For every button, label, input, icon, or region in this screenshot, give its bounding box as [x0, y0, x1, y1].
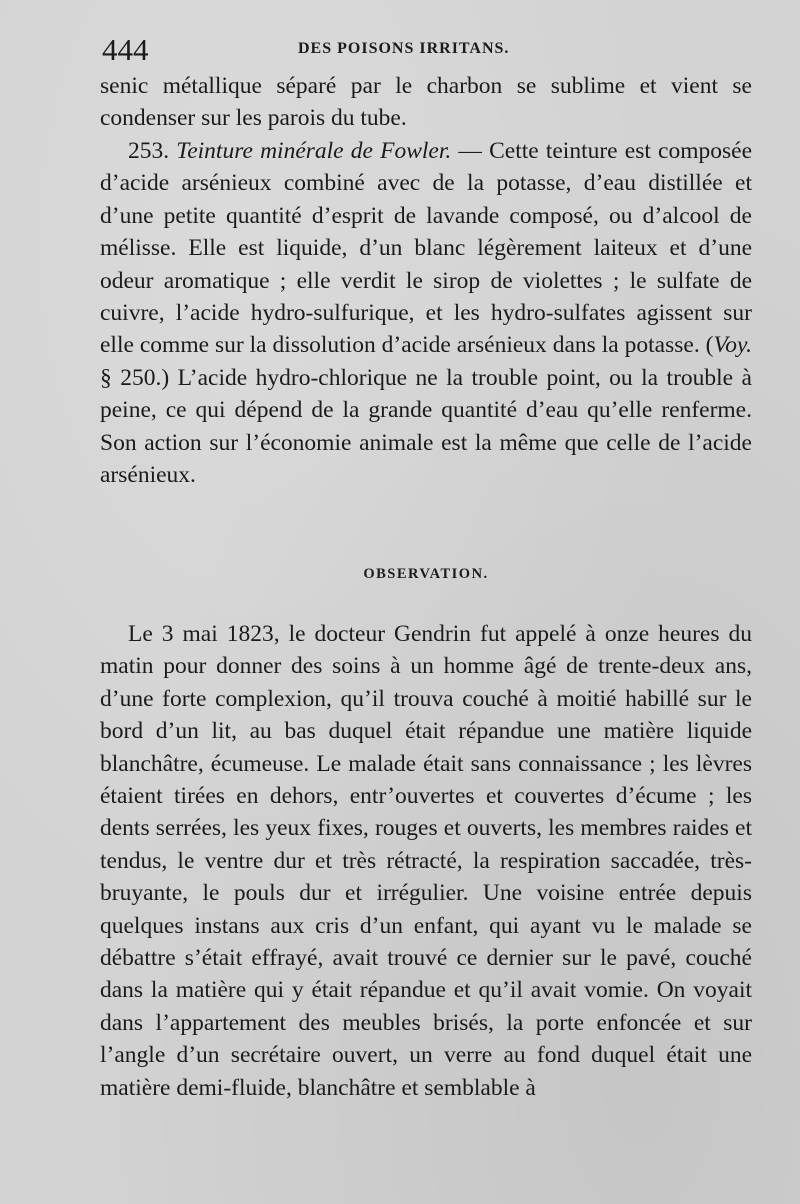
section-text-2: § 250.) L’acide hydro-chlorique ne la trouble point, ou la trouble à peine, ce qui dépend de la grande quantité d’eau qu’elle renferme. Son action sur l’économie animale est la même que celle de l’acide arsénieux.	[100, 364, 752, 489]
section-text-1: — Cette teinture est composée d’acide arsénieux combiné avec de la potasse, d’eau distillée et d’une petite quantité d’esprit de lavande composé, ou d’alcool de mélisse. Elle est liquide, d’un blanc légèrement laiteux et d’une odeur aromatique ; elle verdit le sirop de violettes ; le sulfate de cuivre, l’acide hydro-sulfurique, et les hydro-sulfates agissent sur elle comme sur la dissolution d’acide arsénieux dans la potasse. (	[100, 138, 753, 359]
page-header	[100, 30, 760, 70]
running-head: DES POISONS IRRITANS.	[298, 40, 510, 57]
section-number: 253.	[128, 138, 170, 164]
section-title: Teinture minérale de Fowler.	[176, 138, 452, 164]
voy-reference: Voy.	[713, 332, 752, 359]
page-number: 444	[102, 32, 149, 67]
paragraph-observation: Le 3 mai 1823, le docteur Gendrin fut appelé à onze heures du matin pour donner des soins à un homme âgé de trente-deux ans, d’une forte complexion, qu’il trouva couché à moitié habillé sur le bord d’un lit, au bas duquel était répandue une matière liquide blanchâtre, écumeuse. Le malade était sans connaissance ; les lèvres étaient tirées en dehors, entr’ouvertes et couvertes d’écume ; les dents serrées, les yeux fixes, rouges et ouverts, les membres raides et tendus, le ventre dur et très rétracté, la respiration saccadée, très-bruyante, le pouls dur et irrégulier. Une voisine entrée depuis quelques instans aux cris d’un enfant, qui ayant vu le malade se débattre s’était effrayé, avait trouvé ce dernier sur le pavé, couché dans la matière qui y était répandue et qu’il avait vomie. On voyait dans l’appartement des meubles brisés, la porte enfoncée et sur l’angle d’un secrétaire ouvert, un verre au fond duquel était une matière demi-fluide, blanchâtre et semblable à	[100, 621, 752, 1101]
paragraph-fowler-tincture	[100, 135, 752, 491]
observation-heading: OBSERVATION.	[363, 566, 489, 582]
paragraph-continuation: senic métallique séparé par le charbon se sublime et vient se condenser sur les parois du tube.	[100, 73, 752, 132]
